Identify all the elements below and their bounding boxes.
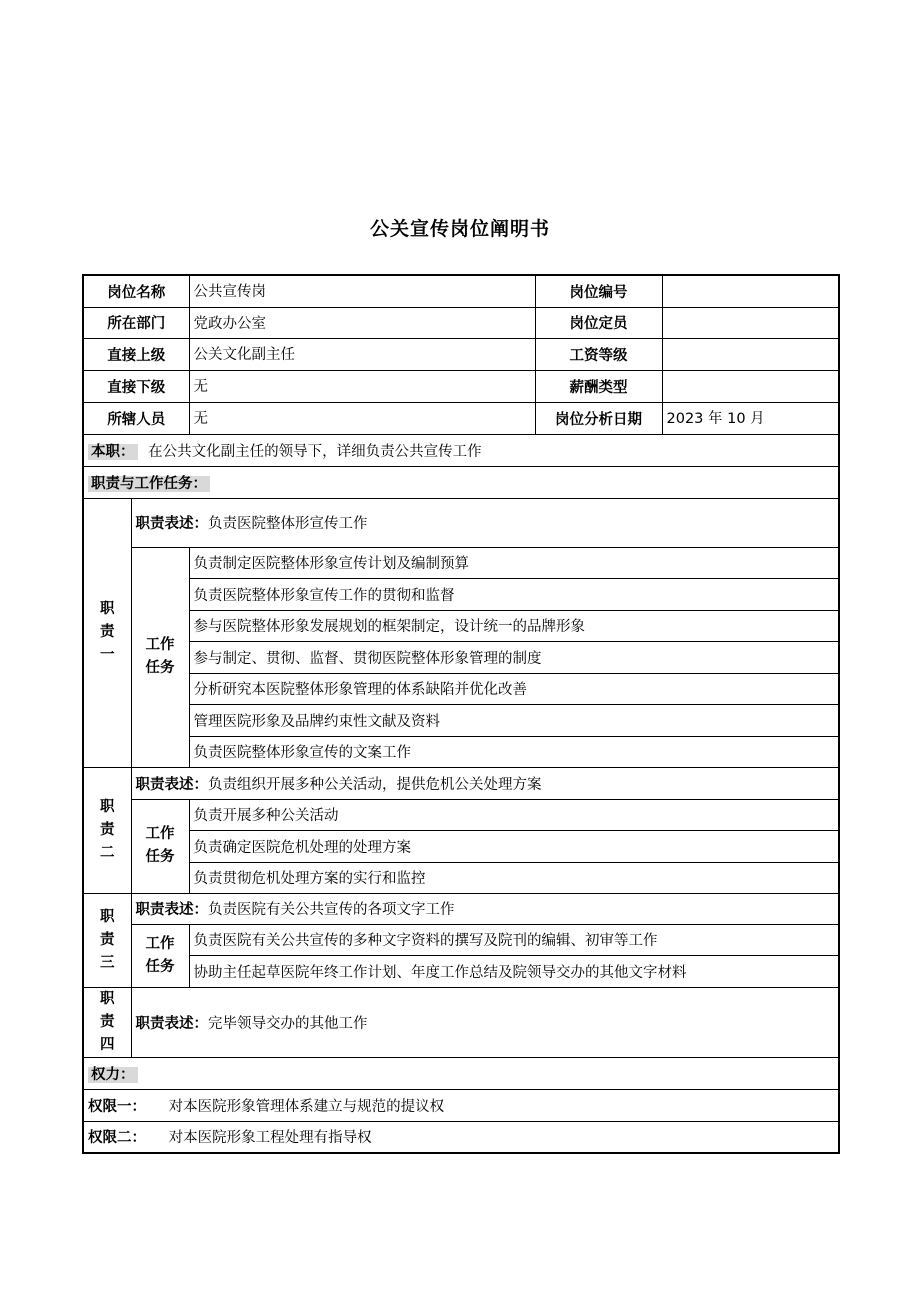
right-text: 对本医院形象工程处理有指导权: [168, 1130, 372, 1147]
task-row: [83, 924, 839, 955]
task-row: [83, 673, 839, 704]
task-label: 工作任务: [131, 547, 189, 767]
right-row: [83, 1089, 839, 1121]
header-row: [83, 338, 839, 370]
task-item: 负责医院整体形象宣传工作的贯彻和监督: [189, 578, 839, 610]
task-item: 分析研究本医院整体形象管理的体系缺陷并优化改善: [189, 673, 839, 704]
main-duty-label: 本职：: [88, 444, 138, 460]
task-item: 协助主任起草医院年终工作计划、年度工作总结及院领导交办的其他文字材料: [189, 955, 839, 987]
header-row: [83, 370, 839, 402]
field-value: 党政办公室: [189, 307, 535, 338]
task-row: [83, 641, 839, 673]
desc-label: 职责表述：: [135, 516, 208, 532]
task-item: 参与医院整体形象发展规划的框架制定，设计统一的品牌形象: [189, 610, 839, 641]
task-item: 负责确定医院危机处理的处理方案: [189, 830, 839, 862]
job-description-table: [82, 274, 840, 1154]
duty-label: 职责三: [83, 893, 131, 987]
duty-desc: 负责医院整体形宣传工作: [208, 516, 368, 532]
task-label: 工作任务: [131, 799, 189, 893]
desc-label: 职责表述：: [135, 1015, 208, 1032]
task-item: 参与制定、贯彻、监督、贯彻医院整体形象管理的制度: [189, 641, 839, 673]
task-row: [83, 547, 839, 578]
field-label: 岗位名称: [83, 275, 189, 307]
duty-desc-row: [83, 498, 839, 547]
desc-label: 职责表述：: [135, 902, 208, 918]
field-label: 直接上级: [83, 338, 189, 370]
task-item: 负责医院有关公共宣传的多种文字资料的撰写及院刊的编辑、初审等工作: [189, 924, 839, 955]
field-label: 岗位分析日期: [535, 402, 662, 434]
task-item: 负责医院整体形象宣传的文案工作: [189, 736, 839, 767]
right-label: 权限二：: [88, 1130, 146, 1147]
main-duty-text: 在公共文化副主任的领导下，详细负责公共宣传工作: [148, 443, 482, 460]
task-item: 负责开展多种公关活动: [189, 799, 839, 830]
field-value: [662, 370, 839, 402]
field-value: 无: [189, 370, 535, 402]
field-label: 薪酬类型: [535, 370, 662, 402]
right-row: [83, 1121, 839, 1153]
desc-label: 职责表述：: [135, 776, 208, 793]
field-value: 公关文化副主任: [189, 338, 535, 370]
field-label: 岗位定员: [535, 307, 662, 338]
field-value: [662, 338, 839, 370]
duty-desc-row: [83, 987, 839, 1057]
task-row: [83, 610, 839, 641]
duty-desc: 负责组织开展多种公关活动，提供危机公关处理方案: [208, 776, 542, 793]
duty-desc-row: [83, 767, 839, 799]
field-value: [662, 307, 839, 338]
main-duty-row: [83, 434, 839, 466]
task-row: [83, 830, 839, 862]
field-value: 2023 年 10 月: [662, 402, 839, 434]
duty-label: 职责一: [83, 498, 131, 767]
task-row: [83, 578, 839, 610]
right-label: 权限一：: [88, 1098, 146, 1115]
page-title: 公关宣传岗位阐明书: [369, 218, 550, 240]
task-row: [83, 736, 839, 767]
duty-label: 职责四: [83, 987, 131, 1057]
task-row: [83, 704, 839, 736]
task-item: 负责制定医院整体形象宣传计划及编制预算: [189, 547, 839, 578]
right-text: 对本医院形象管理体系建立与规范的提议权: [168, 1098, 445, 1115]
task-row: [83, 799, 839, 830]
duty-desc: 完毕领导交办的其他工作: [208, 1015, 368, 1032]
rights-header-row: [83, 1057, 839, 1089]
field-label: 所辖人员: [83, 402, 189, 434]
duty-label: 职责二: [83, 767, 131, 893]
header-row: [83, 275, 839, 307]
field-label: 工资等级: [535, 338, 662, 370]
task-label: 工作任务: [131, 924, 189, 987]
field-value: [662, 275, 839, 307]
duty-desc-row: [83, 893, 839, 924]
task-row: [83, 862, 839, 893]
header-row: [83, 402, 839, 434]
field-label: 所在部门: [83, 307, 189, 338]
header-row: [83, 307, 839, 338]
field-label: 直接下级: [83, 370, 189, 402]
task-row: [83, 955, 839, 987]
field-label: 岗位编号: [535, 275, 662, 307]
field-value: 无: [189, 402, 535, 434]
field-value: 公共宣传岗: [189, 275, 535, 307]
task-item: 负责贯彻危机处理方案的实行和监控: [189, 862, 839, 893]
duties-header: 职责与工作任务：: [88, 476, 210, 492]
duties-header-row: [83, 466, 839, 498]
task-item: 管理医院形象及品牌约束性文献及资料: [189, 704, 839, 736]
rights-header: 权力：: [88, 1067, 138, 1083]
duty-desc: 负责医院有关公共宣传的各项文字工作: [208, 902, 455, 918]
